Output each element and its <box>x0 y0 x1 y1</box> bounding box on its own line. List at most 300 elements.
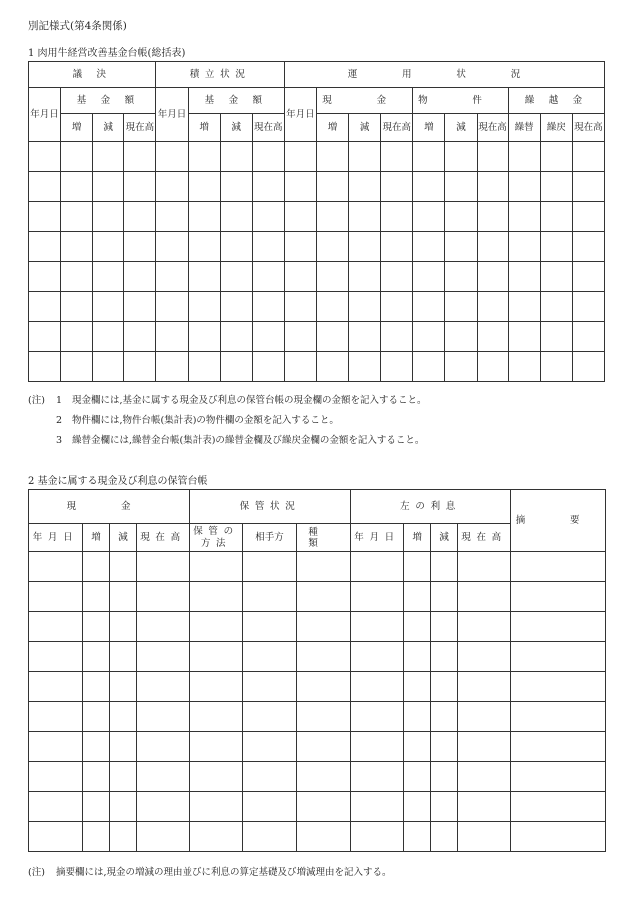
blank-entry-cell <box>381 232 413 262</box>
blank-entry-cell <box>29 172 61 202</box>
blank-entry-cell <box>83 672 110 702</box>
blank-entry-cell <box>284 262 316 292</box>
blank-entry-cell <box>349 292 381 322</box>
blank-entry-cell <box>110 552 137 582</box>
blank-entry-cell <box>252 172 284 202</box>
blank-entry-cell <box>508 352 540 382</box>
blank-entry-cell <box>188 142 220 172</box>
note-item-3 <box>28 434 427 448</box>
note-item-1 <box>28 394 427 408</box>
blank-entry-cell <box>83 702 110 732</box>
blank-entry-cell <box>351 612 404 642</box>
blank-entry-cell <box>413 292 445 322</box>
blank-entry-cell <box>572 262 604 292</box>
blank-entry-cell <box>124 142 156 172</box>
blank-entry-cell <box>252 142 284 172</box>
blank-entry-cell <box>110 822 137 852</box>
blank-entry-cell <box>252 292 284 322</box>
blank-entry-cell <box>431 582 458 612</box>
table-row <box>29 762 606 792</box>
blank-entry-cell <box>351 582 404 612</box>
blank-entry-cell <box>83 582 110 612</box>
blank-entry-cell <box>297 672 351 702</box>
blank-entry-cell <box>349 262 381 292</box>
blank-entry-cell <box>431 822 458 852</box>
blank-entry-cell <box>137 642 190 672</box>
col-header-kurikae: 繰替 <box>508 114 540 142</box>
blank-entry-cell <box>124 322 156 352</box>
blank-entry-cell <box>511 822 606 852</box>
blank-entry-cell <box>190 642 243 672</box>
blank-entry-cell <box>29 202 61 232</box>
blank-entry-cell <box>190 552 243 582</box>
blank-entry-cell <box>190 702 243 732</box>
blank-entry-cell <box>156 292 188 322</box>
blank-entry-cell <box>29 732 83 762</box>
blank-entry-cell <box>220 262 252 292</box>
blank-entry-cell <box>29 822 83 852</box>
blank-entry-cell <box>508 232 540 262</box>
blank-entry-cell <box>156 352 188 382</box>
blank-entry-cell <box>61 142 93 172</box>
blank-entry-cell <box>83 612 110 642</box>
blank-entry-cell <box>29 672 83 702</box>
blank-entry-cell <box>83 822 110 852</box>
blank-entry-cell <box>110 642 137 672</box>
blank-entry-cell <box>83 762 110 792</box>
notes-marker: (注) <box>28 395 45 406</box>
blank-entry-cell <box>413 232 445 262</box>
blank-entry-cell <box>381 142 413 172</box>
blank-entry-cell <box>508 322 540 352</box>
blank-entry-cell <box>137 732 190 762</box>
blank-entry-cell <box>29 702 83 732</box>
blank-entry-cell <box>190 582 243 612</box>
col-header-date-1: 年月日 <box>29 88 61 142</box>
col-header-gen: 減 <box>349 114 381 142</box>
blank-entry-cell <box>61 172 93 202</box>
blank-entry-cell <box>190 762 243 792</box>
group-header-hokan: 保管状況 <box>190 490 351 524</box>
blank-entry-cell <box>61 262 93 292</box>
blank-entry-cell <box>458 762 511 792</box>
blank-entry-cell <box>252 262 284 292</box>
col-header-bukken: 物 件 <box>413 88 508 114</box>
group-header-unyo: 運 用 状 況 <box>284 62 604 88</box>
document-header: 別記様式(第4条関係) <box>28 20 127 32</box>
blank-entry-cell <box>110 792 137 822</box>
blank-entry-cell <box>477 172 508 202</box>
blank-entry-cell <box>243 582 297 612</box>
blank-entry-cell <box>477 352 508 382</box>
group-header-tsumitate: 積立状況 <box>156 62 284 88</box>
blank-entry-cell <box>137 762 190 792</box>
group-header-gijiketsu: 議 決 <box>29 62 156 88</box>
blank-entry-cell <box>220 172 252 202</box>
col-header-genzaidaka: 現在高 <box>381 114 413 142</box>
blank-entry-cell <box>404 792 431 822</box>
col-header-tekiyo: 摘 要 <box>511 490 606 552</box>
blank-entry-cell <box>29 552 83 582</box>
col-header-shurui: 種 類 <box>297 524 351 552</box>
blank-entry-cell <box>297 582 351 612</box>
blank-entry-cell <box>445 322 477 352</box>
blank-entry-cell <box>413 262 445 292</box>
col-header-genkin: 現 金 <box>316 88 412 114</box>
blank-entry-cell <box>29 262 61 292</box>
blank-entry-cell <box>243 612 297 642</box>
blank-entry-cell <box>83 642 110 672</box>
blank-entry-cell <box>572 232 604 262</box>
blank-entry-cell <box>508 172 540 202</box>
blank-entry-cell <box>188 292 220 322</box>
col-header-gen: 減 <box>220 114 252 142</box>
table-row <box>29 552 606 582</box>
blank-entry-cell <box>477 292 508 322</box>
blank-entry-cell <box>29 322 61 352</box>
note-text: 繰替金欄には,繰替金台帳(集計表)の繰替金欄及び繰戻金欄の金額を記入すること。 <box>72 435 425 446</box>
blank-entry-cell <box>572 142 604 172</box>
blank-entry-cell <box>458 582 511 612</box>
blank-entry-cell <box>351 672 404 702</box>
blank-entry-cell <box>540 232 572 262</box>
col-header-aitekata: 相手方 <box>243 524 297 552</box>
blank-entry-cell <box>413 142 445 172</box>
blank-entry-cell <box>316 202 348 232</box>
note-text: 物件欄には,物件台帳(集計表)の物件欄の金額を記入すること。 <box>72 415 339 426</box>
blank-entry-cell <box>284 172 316 202</box>
blank-entry-cell <box>29 762 83 792</box>
blank-entry-cell <box>351 732 404 762</box>
blank-entry-cell <box>458 792 511 822</box>
blank-entry-cell <box>445 292 477 322</box>
blank-entry-cell <box>156 322 188 352</box>
blank-entry-cell <box>29 352 61 382</box>
blank-entry-cell <box>316 292 348 322</box>
blank-entry-cell <box>61 352 93 382</box>
blank-entry-cell <box>404 612 431 642</box>
cash-interest-ledger-body <box>29 552 606 852</box>
blank-entry-cell <box>220 232 252 262</box>
col-header-zo: 増 <box>83 524 110 552</box>
blank-entry-cell <box>252 322 284 352</box>
blank-entry-cell <box>511 552 606 582</box>
blank-entry-cell <box>511 582 606 612</box>
col-header-kurikoshi: 繰 越 金 <box>508 88 604 114</box>
col-header-zo: 増 <box>316 114 348 142</box>
col-header-zo: 増 <box>413 114 445 142</box>
col-header-gen: 減 <box>445 114 477 142</box>
blank-entry-cell <box>413 322 445 352</box>
blank-entry-cell <box>284 352 316 382</box>
table-row <box>29 732 606 762</box>
blank-entry-cell <box>93 172 124 202</box>
blank-entry-cell <box>190 732 243 762</box>
table-row <box>29 642 606 672</box>
blank-entry-cell <box>297 792 351 822</box>
blank-entry-cell <box>284 322 316 352</box>
blank-entry-cell <box>413 172 445 202</box>
blank-entry-cell <box>284 232 316 262</box>
blank-entry-cell <box>297 822 351 852</box>
table-row <box>29 352 605 382</box>
table-row <box>29 262 605 292</box>
col-header-genzaidaka: 現在高 <box>252 114 284 142</box>
note-item <box>28 866 392 880</box>
blank-entry-cell <box>351 552 404 582</box>
note-text: 摘要欄には,現金の増減の理由並びに利息の算定基礎及び増減理由を記入する。 <box>56 867 392 878</box>
blank-entry-cell <box>349 352 381 382</box>
blank-entry-cell <box>190 822 243 852</box>
blank-entry-cell <box>511 762 606 792</box>
blank-entry-cell <box>110 702 137 732</box>
summary-ledger-body <box>29 142 605 382</box>
blank-entry-cell <box>477 262 508 292</box>
col-header-kurimodoshi: 繰戻 <box>540 114 572 142</box>
table-row <box>29 322 605 352</box>
blank-entry-cell <box>431 672 458 702</box>
blank-entry-cell <box>284 142 316 172</box>
table-row <box>29 702 606 732</box>
blank-entry-cell <box>404 672 431 702</box>
col-header-date: 年月日 <box>29 524 83 552</box>
blank-entry-cell <box>93 262 124 292</box>
blank-entry-cell <box>110 582 137 612</box>
col-header-gen: 減 <box>110 524 137 552</box>
blank-entry-cell <box>243 822 297 852</box>
blank-entry-cell <box>351 822 404 852</box>
blank-entry-cell <box>540 352 572 382</box>
blank-entry-cell <box>243 792 297 822</box>
blank-entry-cell <box>93 322 124 352</box>
blank-entry-cell <box>404 582 431 612</box>
blank-entry-cell <box>220 142 252 172</box>
col-header-genzaidaka: 現在高 <box>124 114 156 142</box>
blank-entry-cell <box>351 792 404 822</box>
blank-entry-cell <box>511 792 606 822</box>
blank-entry-cell <box>252 352 284 382</box>
blank-entry-cell <box>124 292 156 322</box>
blank-entry-cell <box>297 612 351 642</box>
blank-entry-cell <box>351 642 404 672</box>
note-number: 3 <box>56 435 63 446</box>
note-text: 現金欄には,基金に属する現金及び利息の保管台帳の現金欄の金額を記入すること。 <box>72 395 427 406</box>
section1-title: 1 肉用牛経営改善基金台帳(総括表) <box>28 48 186 59</box>
blank-entry-cell <box>29 792 83 822</box>
blank-entry-cell <box>316 352 348 382</box>
blank-entry-cell <box>477 202 508 232</box>
table-row <box>29 172 605 202</box>
table-row <box>29 232 605 262</box>
blank-entry-cell <box>540 262 572 292</box>
col-header-genzaidaka: 現在高 <box>477 114 508 142</box>
blank-entry-cell <box>110 732 137 762</box>
blank-entry-cell <box>297 762 351 792</box>
blank-entry-cell <box>381 172 413 202</box>
blank-entry-cell <box>381 262 413 292</box>
blank-entry-cell <box>188 232 220 262</box>
blank-entry-cell <box>511 612 606 642</box>
blank-entry-cell <box>124 352 156 382</box>
blank-entry-cell <box>316 232 348 262</box>
blank-entry-cell <box>29 582 83 612</box>
blank-entry-cell <box>458 672 511 702</box>
table-row <box>29 792 606 822</box>
section2-title: 2 基金に属する現金及び利息の保管台帳 <box>28 476 208 487</box>
blank-entry-cell <box>137 582 190 612</box>
blank-entry-cell <box>243 552 297 582</box>
blank-entry-cell <box>243 672 297 702</box>
note-number: 2 <box>56 415 63 426</box>
blank-entry-cell <box>572 172 604 202</box>
blank-entry-cell <box>190 672 243 702</box>
blank-entry-cell <box>508 142 540 172</box>
blank-entry-cell <box>243 702 297 732</box>
blank-entry-cell <box>220 352 252 382</box>
blank-entry-cell <box>29 642 83 672</box>
blank-entry-cell <box>156 172 188 202</box>
blank-entry-cell <box>381 322 413 352</box>
note-number: 1 <box>56 395 63 406</box>
blank-entry-cell <box>61 232 93 262</box>
blank-entry-cell <box>316 172 348 202</box>
blank-entry-cell <box>572 352 604 382</box>
blank-entry-cell <box>445 352 477 382</box>
blank-entry-cell <box>110 672 137 702</box>
blank-entry-cell <box>124 232 156 262</box>
blank-entry-cell <box>458 642 511 672</box>
blank-entry-cell <box>220 322 252 352</box>
col-header-date-2: 年月日 <box>156 88 188 142</box>
blank-entry-cell <box>431 612 458 642</box>
blank-entry-cell <box>431 702 458 732</box>
blank-entry-cell <box>381 202 413 232</box>
blank-entry-cell <box>404 762 431 792</box>
blank-entry-cell <box>404 552 431 582</box>
blank-entry-cell <box>458 552 511 582</box>
table-row <box>29 582 606 612</box>
blank-entry-cell <box>61 292 93 322</box>
blank-entry-cell <box>220 292 252 322</box>
blank-entry-cell <box>458 822 511 852</box>
section1-notes <box>28 394 427 448</box>
group-header-genkin: 現 金 <box>29 490 190 524</box>
blank-entry-cell <box>61 202 93 232</box>
blank-entry-cell <box>29 292 61 322</box>
blank-entry-cell <box>572 322 604 352</box>
blank-entry-cell <box>156 262 188 292</box>
blank-entry-cell <box>349 232 381 262</box>
blank-entry-cell <box>404 702 431 732</box>
blank-entry-cell <box>137 702 190 732</box>
blank-entry-cell <box>540 142 572 172</box>
blank-entry-cell <box>93 202 124 232</box>
blank-entry-cell <box>316 322 348 352</box>
col-header-date-3: 年月日 <box>284 88 316 142</box>
blank-entry-cell <box>511 732 606 762</box>
blank-entry-cell <box>349 172 381 202</box>
blank-entry-cell <box>188 352 220 382</box>
col-header-zo: 増 <box>404 524 431 552</box>
blank-entry-cell <box>349 322 381 352</box>
blank-entry-cell <box>431 732 458 762</box>
col-header-gen: 減 <box>93 114 124 142</box>
blank-entry-cell <box>243 762 297 792</box>
blank-entry-cell <box>83 792 110 822</box>
blank-entry-cell <box>404 642 431 672</box>
blank-entry-cell <box>458 702 511 732</box>
blank-entry-cell <box>508 262 540 292</box>
blank-entry-cell <box>511 642 606 672</box>
col-header-genzaidaka: 現在高 <box>572 114 604 142</box>
blank-entry-cell <box>413 202 445 232</box>
blank-entry-cell <box>137 822 190 852</box>
blank-entry-cell <box>252 202 284 232</box>
blank-entry-cell <box>297 552 351 582</box>
blank-entry-cell <box>297 732 351 762</box>
blank-entry-cell <box>29 232 61 262</box>
notes-marker: (注) <box>28 867 45 878</box>
blank-entry-cell <box>188 262 220 292</box>
col-header-genzaidaka: 現在高 <box>458 524 511 552</box>
col-header-hokan-hoho: 保管の方法 <box>190 524 243 552</box>
table-row <box>29 202 605 232</box>
cash-interest-ledger-table <box>28 489 606 852</box>
blank-entry-cell <box>284 202 316 232</box>
blank-entry-cell <box>572 292 604 322</box>
blank-entry-cell <box>413 352 445 382</box>
blank-entry-cell <box>540 322 572 352</box>
blank-entry-cell <box>156 142 188 172</box>
blank-entry-cell <box>572 202 604 232</box>
blank-entry-cell <box>511 702 606 732</box>
blank-entry-cell <box>404 822 431 852</box>
blank-entry-cell <box>137 612 190 642</box>
blank-entry-cell <box>297 702 351 732</box>
col-header-gen: 減 <box>431 524 458 552</box>
blank-entry-cell <box>351 702 404 732</box>
blank-entry-cell <box>445 262 477 292</box>
blank-entry-cell <box>404 732 431 762</box>
blank-entry-cell <box>110 612 137 642</box>
blank-entry-cell <box>220 202 252 232</box>
blank-entry-cell <box>381 352 413 382</box>
col-header-kikin-gaku-2: 基 金 額 <box>188 88 284 114</box>
blank-entry-cell <box>110 762 137 792</box>
blank-entry-cell <box>477 142 508 172</box>
blank-entry-cell <box>93 352 124 382</box>
summary-ledger-table <box>28 61 605 382</box>
blank-entry-cell <box>431 792 458 822</box>
blank-entry-cell <box>243 642 297 672</box>
blank-entry-cell <box>137 792 190 822</box>
blank-entry-cell <box>156 202 188 232</box>
blank-entry-cell <box>93 292 124 322</box>
blank-entry-cell <box>188 202 220 232</box>
blank-entry-cell <box>284 292 316 322</box>
blank-entry-cell <box>540 172 572 202</box>
blank-entry-cell <box>124 202 156 232</box>
blank-entry-cell <box>137 672 190 702</box>
blank-entry-cell <box>431 762 458 792</box>
blank-entry-cell <box>83 732 110 762</box>
table-row <box>29 142 605 172</box>
blank-entry-cell <box>540 292 572 322</box>
blank-entry-cell <box>243 732 297 762</box>
note-item-2 <box>28 414 427 428</box>
blank-entry-cell <box>511 672 606 702</box>
blank-entry-cell <box>381 292 413 322</box>
